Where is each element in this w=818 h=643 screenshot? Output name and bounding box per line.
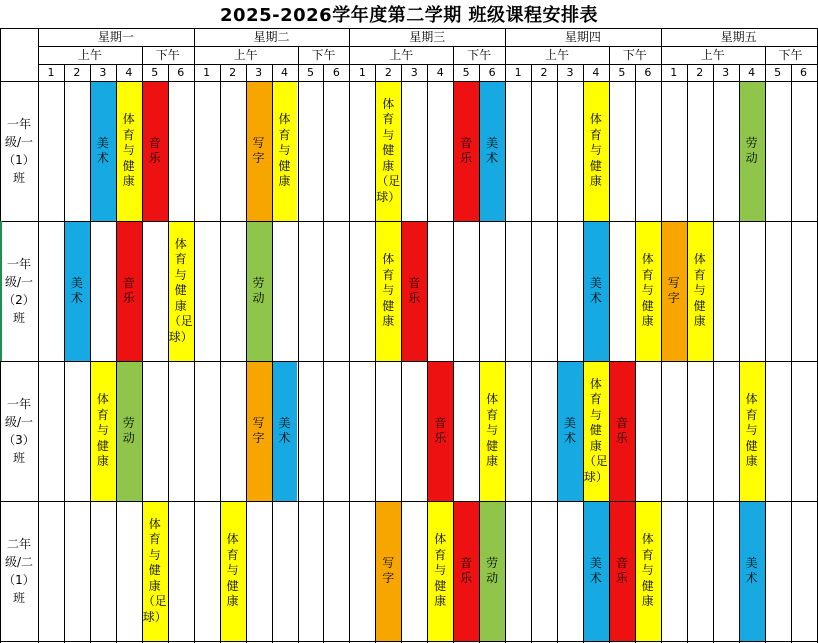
- course-subject: 体 育 与 健 康: [96, 392, 109, 469]
- period-number: 6: [488, 65, 496, 79]
- period-number: 1: [47, 65, 55, 79]
- grid-line-v: [272, 64, 273, 643]
- grid-line-v: [142, 46, 143, 643]
- course-subject: 音 乐: [460, 135, 473, 165]
- course-subject: 音 乐: [122, 275, 135, 305]
- period-number: 1: [514, 65, 522, 79]
- period-number: 4: [592, 65, 600, 79]
- period-number: 4: [281, 65, 289, 79]
- class-label: 二年 级/二 （1） 班: [3, 537, 35, 605]
- course-subject: 劳 动: [745, 135, 758, 165]
- course-subject: 音 乐: [148, 135, 161, 165]
- course-subject: 体 育 与 健 康: [745, 392, 758, 469]
- period-number: 6: [332, 65, 340, 79]
- grid-line-v: [323, 64, 324, 643]
- period-number: 4: [436, 65, 444, 79]
- class-label: 一年 级/一 （1） 班: [3, 117, 35, 185]
- course-cell[interactable]: [401, 221, 427, 361]
- am-header: 上午: [700, 48, 725, 62]
- course-cell[interactable]: [375, 501, 401, 641]
- grid-line-v: [401, 64, 402, 643]
- course-subject: 劳 动: [122, 415, 135, 445]
- grid-line-v: [220, 64, 221, 643]
- course-subject: 劳 动: [252, 275, 265, 305]
- pm-header: 下午: [778, 48, 803, 62]
- course-cell[interactable]: [583, 81, 609, 221]
- grid-line-v: [505, 28, 506, 643]
- course-cell[interactable]: [583, 361, 609, 501]
- course-subject: 体 育 与 健 康 （足 球）: [376, 96, 401, 204]
- period-number: 2: [540, 65, 548, 79]
- course-subject: 美 术: [589, 555, 602, 585]
- course-subject: 写 字: [382, 555, 395, 585]
- course-cell[interactable]: [64, 221, 90, 361]
- am-header: 上午: [389, 48, 414, 62]
- course-subject: 音 乐: [408, 275, 421, 305]
- course-subject: 体 育 与 健 康 （足 球）: [142, 516, 167, 624]
- sheet-title: 2025-2026学年度第二学期 班级课程安排表: [220, 5, 598, 26]
- course-subject: 美 术: [745, 555, 758, 585]
- course-subject: 体 育 与 健 康: [382, 252, 395, 329]
- course-cell[interactable]: [609, 361, 635, 501]
- course-cell[interactable]: [739, 81, 765, 221]
- period-number: 5: [774, 65, 782, 79]
- pm-header: 下午: [311, 48, 336, 62]
- course-subject: 体 育 与 健 康: [641, 252, 654, 329]
- grid-line-v: [168, 64, 169, 643]
- course-subject: 音 乐: [615, 415, 628, 445]
- course-subject: 体 育 与 健 康: [122, 112, 135, 189]
- am-header: 上午: [233, 48, 258, 62]
- pm-header: 下午: [622, 48, 647, 62]
- course-cell[interactable]: [609, 501, 635, 641]
- course-cell[interactable]: [375, 81, 401, 221]
- class-label: 一年 级/一 （2） 班: [3, 257, 35, 325]
- grid-line-v: [687, 64, 688, 643]
- grid-line-v: [298, 46, 299, 643]
- course-cell[interactable]: [116, 361, 142, 501]
- period-number: 2: [73, 65, 81, 79]
- course-subject: 体 育 与 健 康: [693, 252, 706, 329]
- course-cell[interactable]: [479, 501, 505, 641]
- course-subject: 音 乐: [434, 415, 447, 445]
- grid-line-h: [0, 361, 818, 362]
- day-header: 星期四: [564, 30, 601, 44]
- grid-line-v: [116, 64, 117, 643]
- day-header: 星期二: [253, 30, 290, 44]
- pm-header: 下午: [467, 48, 492, 62]
- course-cell[interactable]: [246, 221, 272, 361]
- course-subject: 写 字: [252, 135, 265, 165]
- course-cell[interactable]: [375, 221, 401, 361]
- course-cell[interactable]: [168, 221, 194, 361]
- grid-line-h: [0, 28, 818, 29]
- course-subject: 体 育 与 健 康: [589, 112, 602, 189]
- grid-line-h: [0, 501, 818, 502]
- course-subject: 美 术: [278, 415, 291, 445]
- grid-line-v: [375, 64, 376, 643]
- course-subject: 体 育 与 健 康 （足 球）: [168, 236, 193, 344]
- grid-line-v: [90, 64, 91, 643]
- grid-line-v: [479, 64, 480, 643]
- course-cell[interactable]: [687, 221, 713, 361]
- grid-line-v: [713, 64, 714, 643]
- grid-line-v: [38, 28, 39, 643]
- grid-line-v: [246, 64, 247, 643]
- course-cell[interactable]: [635, 221, 661, 361]
- grid-line-h: [0, 641, 818, 642]
- grid-line-h: [0, 221, 818, 222]
- course-cell[interactable]: [427, 361, 453, 501]
- course-subject: 写 字: [667, 275, 680, 305]
- day-header: 星期一: [97, 30, 134, 44]
- course-subject: 美 术: [70, 275, 83, 305]
- course-subject: 美 术: [563, 415, 576, 445]
- course-cell[interactable]: [116, 221, 142, 361]
- course-subject: 美 术: [589, 275, 602, 305]
- day-header: 星期五: [720, 30, 757, 44]
- course-cell[interactable]: [116, 81, 142, 221]
- period-number: 3: [255, 65, 263, 79]
- course-cell[interactable]: [453, 501, 479, 641]
- period-number: 1: [203, 65, 211, 79]
- grid-line-v: [661, 28, 662, 643]
- selection-marker: [0, 221, 2, 361]
- course-cell[interactable]: [246, 81, 272, 221]
- am-header: 上午: [77, 48, 102, 62]
- period-number: 3: [410, 65, 418, 79]
- course-cell[interactable]: [635, 501, 661, 641]
- pm-header: 下午: [155, 48, 180, 62]
- course-subject: 体 育 与 健 康: [226, 532, 239, 609]
- course-subject: 体 育 与 健 康: [486, 392, 499, 469]
- grid-line-v: [791, 64, 792, 643]
- course-cell[interactable]: [142, 501, 168, 641]
- grid-line-v: [194, 28, 195, 643]
- course-subject: 美 术: [96, 135, 109, 165]
- course-cell[interactable]: [739, 361, 765, 501]
- course-cell[interactable]: [272, 361, 298, 501]
- period-number: 6: [177, 65, 185, 79]
- grid-line-v: [739, 64, 740, 643]
- period-number: 2: [229, 65, 237, 79]
- course-cell[interactable]: [272, 81, 298, 221]
- grid-line-v: [453, 46, 454, 643]
- period-number: 1: [358, 65, 366, 79]
- course-subject: 体 育 与 健 康: [434, 532, 447, 609]
- course-cell[interactable]: [220, 501, 246, 641]
- course-cell[interactable]: [661, 221, 687, 361]
- grid-line-v: [635, 64, 636, 643]
- grid-line-v: [427, 64, 428, 643]
- period-number: 5: [306, 65, 314, 79]
- period-number: 2: [384, 65, 392, 79]
- period-number: 5: [618, 65, 626, 79]
- course-cell[interactable]: [90, 81, 116, 221]
- grid-line-v: [765, 46, 766, 643]
- course-subject: 体 育 与 健 康: [278, 112, 291, 189]
- period-number: 5: [151, 65, 159, 79]
- grid-line-v: [64, 64, 65, 643]
- period-number: 6: [644, 65, 652, 79]
- course-cell[interactable]: [142, 81, 168, 221]
- course-subject: 美 术: [486, 135, 499, 165]
- course-cell[interactable]: [557, 361, 583, 501]
- grid-line-v: [531, 64, 532, 643]
- course-subject: 音 乐: [615, 555, 628, 585]
- grid-line-v: [817, 28, 818, 643]
- period-number: 2: [696, 65, 704, 79]
- course-cell[interactable]: [739, 501, 765, 641]
- period-number: 1: [670, 65, 678, 79]
- course-cell[interactable]: [479, 361, 505, 501]
- course-subject: 体 育 与 健 康 （足 球）: [583, 376, 608, 484]
- course-cell[interactable]: [90, 361, 116, 501]
- period-number: 3: [566, 65, 574, 79]
- grid-line-v: [583, 64, 584, 643]
- course-cell[interactable]: [479, 81, 505, 221]
- course-subject: 体 育 与 健 康: [641, 532, 654, 609]
- course-subject: 音 乐: [460, 555, 473, 585]
- grid-line-v: [557, 64, 558, 643]
- grid-line-h: [0, 81, 818, 82]
- period-number: 4: [125, 65, 133, 79]
- class-label: 一年 级/一 （3） 班: [3, 397, 35, 465]
- period-number: 4: [748, 65, 756, 79]
- course-subject: 写 字: [252, 415, 265, 445]
- period-number: 3: [99, 65, 107, 79]
- course-cell[interactable]: [583, 221, 609, 361]
- course-cell[interactable]: [246, 361, 272, 501]
- course-cell[interactable]: [427, 501, 453, 641]
- period-number: 6: [800, 65, 808, 79]
- grid-line-v: [349, 28, 350, 643]
- grid-line-h: [38, 46, 818, 47]
- course-cell[interactable]: [453, 81, 479, 221]
- period-number: 3: [722, 65, 730, 79]
- course-subject: 劳 动: [486, 555, 499, 585]
- day-header: 星期三: [409, 30, 446, 44]
- am-header: 上午: [544, 48, 569, 62]
- grid-line-v: [609, 46, 610, 643]
- period-number: 5: [462, 65, 470, 79]
- course-cell[interactable]: [583, 501, 609, 641]
